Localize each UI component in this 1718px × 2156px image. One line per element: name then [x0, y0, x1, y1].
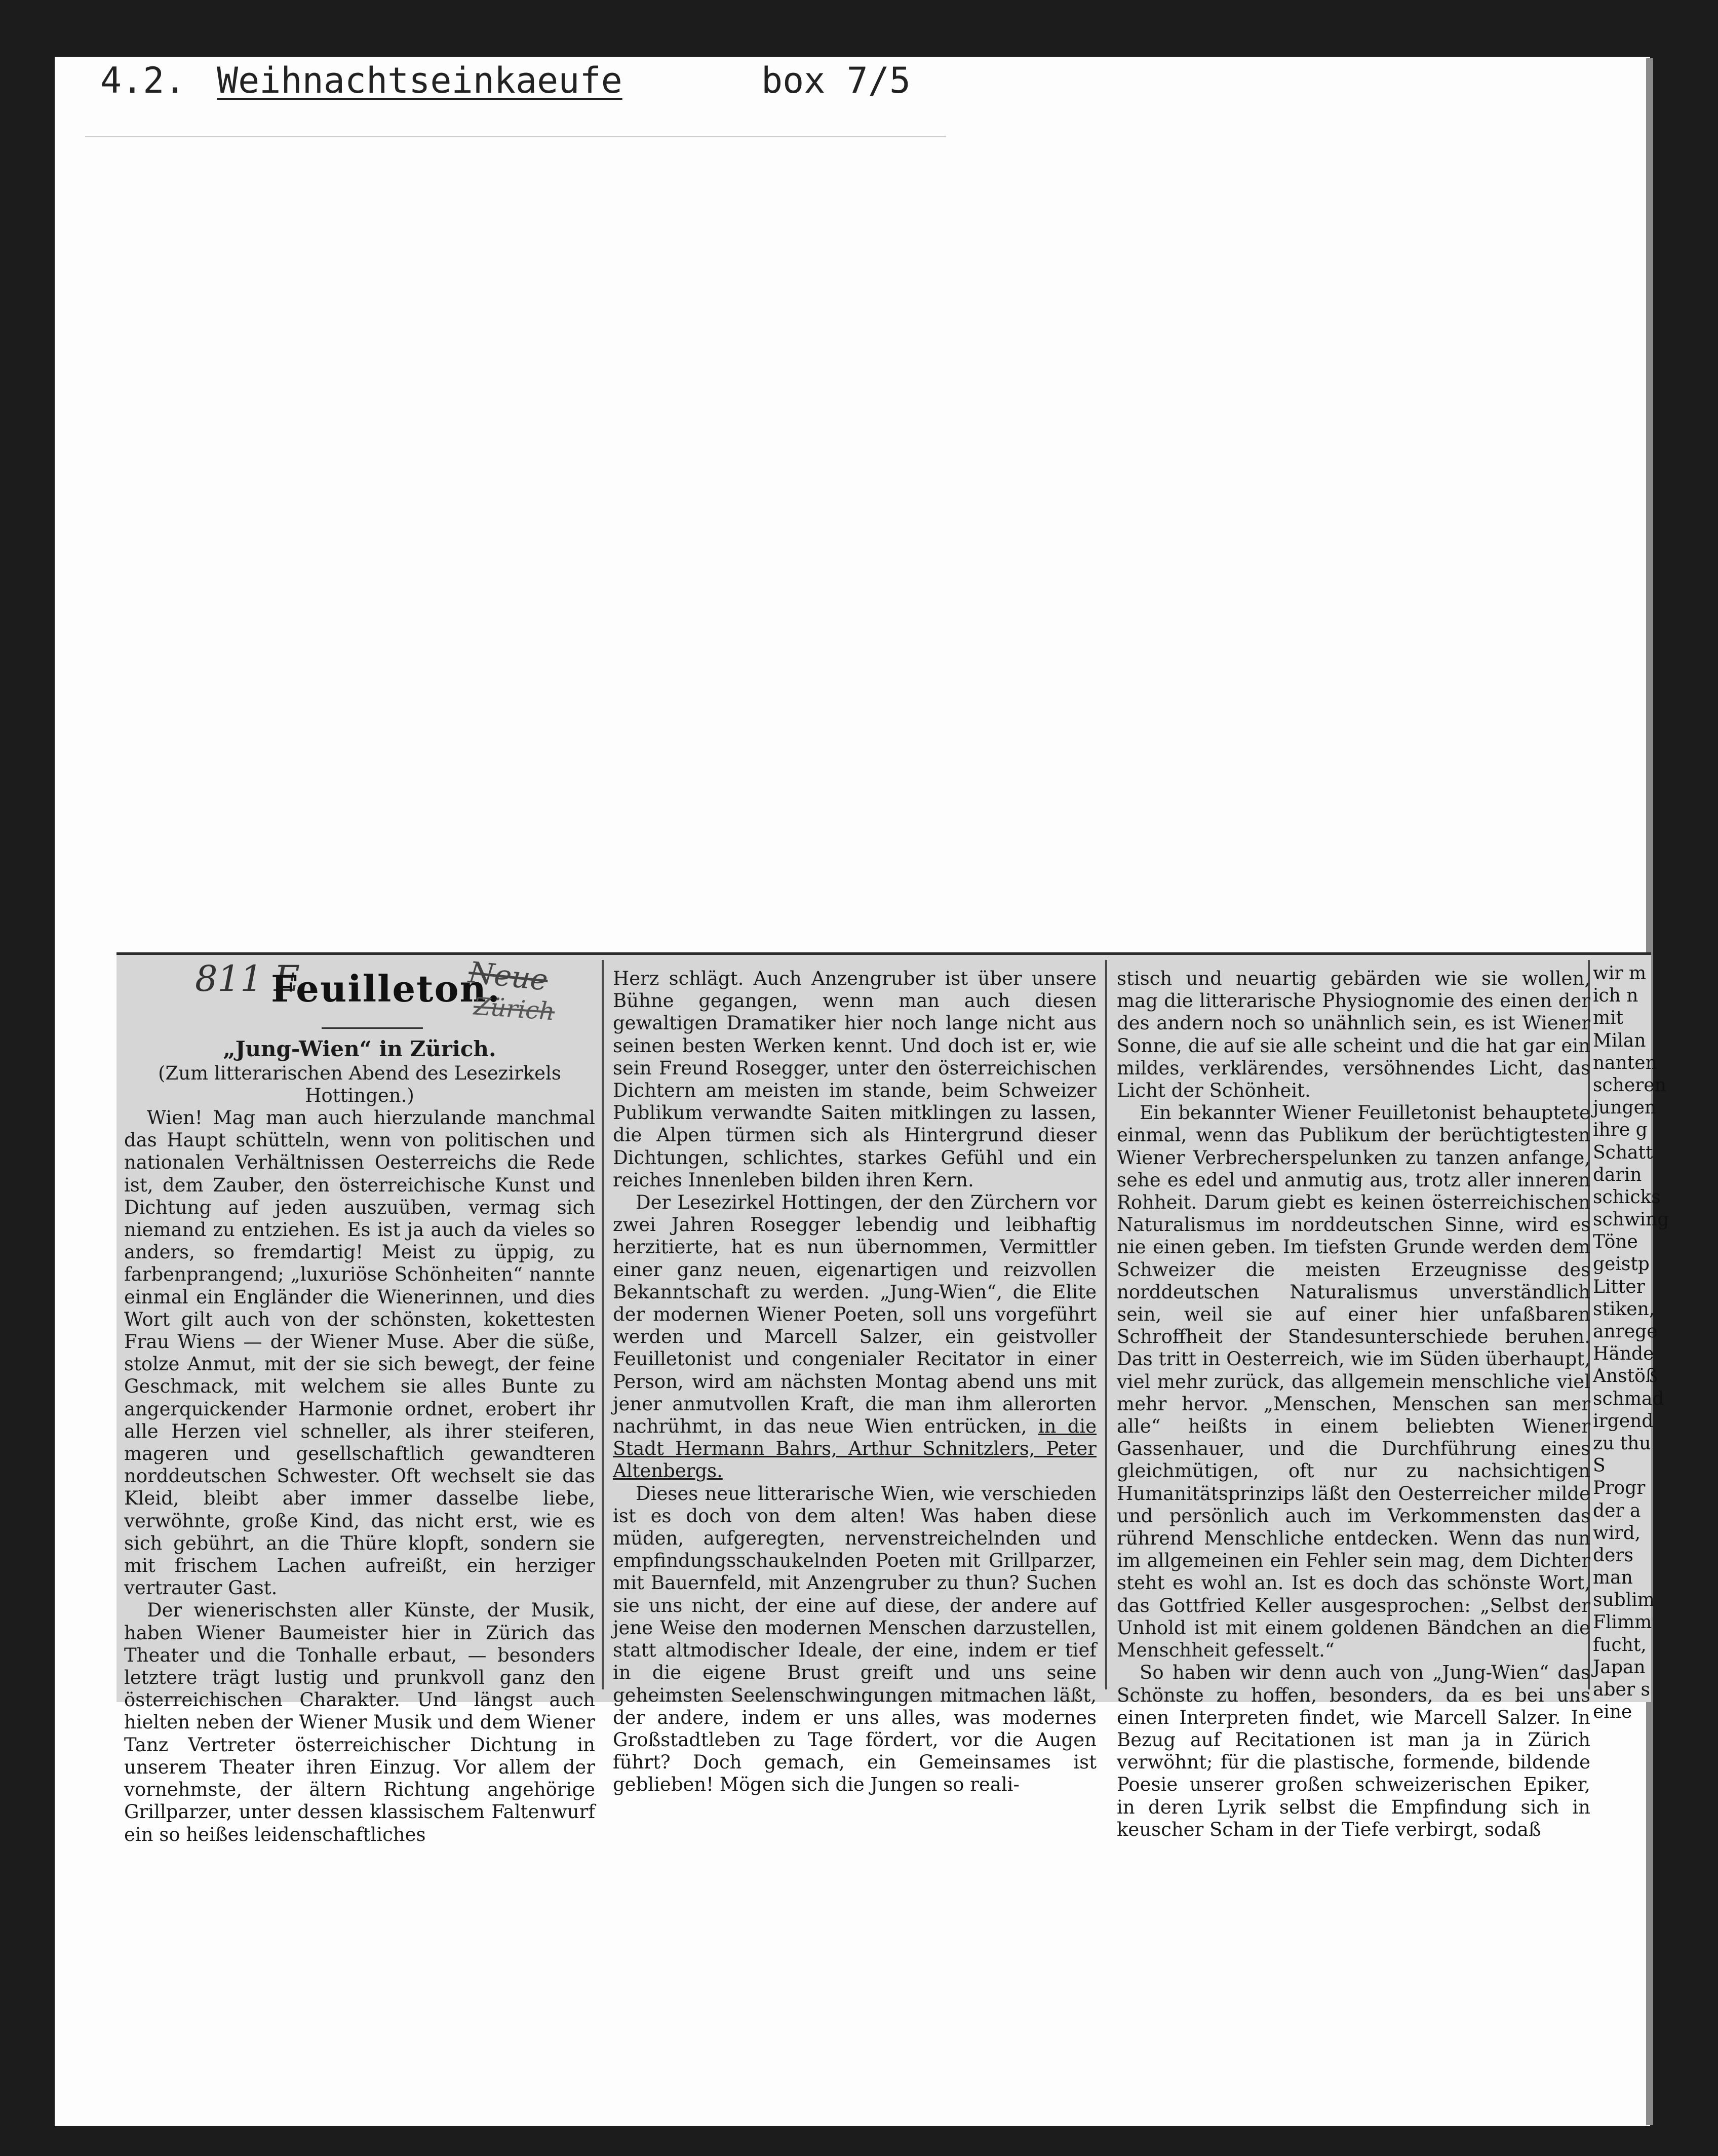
fragment-line: schmad: [1593, 1388, 1664, 1409]
column-3: [1117, 968, 1590, 1840]
paragraph: Dieses neue litterarische Wien, wie verschieden ist es doch von dem alten! Was haben diese müden, aufgeregten, nervenstreichelnden und empfindungsschaukelnden Poeten mit Grillparzer, mit Bauernfeld, mit Anzengruber zu thun? Suchen sie uns nicht, der eine auf diese, der andere auf jene Weise den modernen Menschen darzustellen, statt altmodischer Ideale, der eine, indem er tief in die eigene Brust greift und uns seine geheimsten Seelenschwingungen mitmachen läßt, der andere, indem er uns alles, was modernes Großstadtleben zu Tage fördert, vor die Augen führt? Doch gemach, ein Gemeinsames ist geblieben! Mögen sich die Jungen so reali-: [613, 1482, 1097, 1796]
paragraph: So haben wir denn auch von „Jung-Wien“ das Schönste zu hoffen, besonders, da es bei uns einen Interpreten findet, wie Marcell Salzer. In Bezug auf Recitationen ist man ja in Zürich verwöhnt; für die plastische, formende, bildende Poesie unserer großen schweizerischen Epiker, in deren Lyrik selbst die Empfindung sich in keuscher Scham in der Tiefe verbirgt, sodaß: [1117, 1662, 1590, 1840]
fragment-line: anrege: [1593, 1321, 1658, 1342]
section-number: 4.2.: [100, 60, 186, 101]
fragment-line: jungen: [1593, 1097, 1657, 1119]
feuilleton-heading-block: [124, 954, 595, 1036]
fragment-line: darin: [1593, 1164, 1642, 1185]
column-separator: [1105, 960, 1107, 1689]
fragment-line: Töne: [1593, 1231, 1638, 1253]
fragment-line: scheren: [1593, 1074, 1666, 1096]
fragment-line: schicks: [1593, 1186, 1661, 1208]
fragment-line: Schatt: [1593, 1142, 1653, 1163]
archive-header: [50, 35, 961, 117]
fragment-line: Progr: [1593, 1478, 1646, 1499]
fragment-line: ders: [1593, 1545, 1634, 1566]
box-label: box 7/5: [761, 60, 911, 101]
column-2: [613, 968, 1097, 1796]
paragraph: Wien! Mag man auch hierzulande manchmal das Haupt schütteln, wenn von politischen und nationalen Verhältnissen Oesterreichs die Rede ist, dem Zauber, den österreichische Kunst und Dichtung auf jeden auszuüben, vermag sich niemand zu entziehen. Es ist ja auch da vieles so anders, so fremdartig! Meist zu üppig, zu farbenprangend; „luxuriöse Schönheiten“ nannte einmal ein Engländer die Wienerinnen, und dies Wort gilt auch von der schönsten, kokettesten Frau Wiens — der Wiener Muse. Aber die süße, stolze Anmut, mit der sie sich bewegt, der feine Geschmack, mit welchem sie alles Bunte zu angerquickender Harmonie ordnet, erobert ihr alle Herzen viel schneller, als ihrer steiferen, mageren und gesellschaftlich gewandteren norddeutschen Schwester. Oft wechselt sie das Kleid, bleibt aber immer dasselbe liebe, verwöhnte, große Kind, das nicht erst, wie es sich gebührt, an die Thüre klopft, sondern sie mit frischem Lachen aufreißt, ein herziger vertrauter Gast.: [124, 1107, 595, 1599]
fragment-line: mit: [1593, 1008, 1624, 1029]
article-subtitle: (Zum litterarischen Abend des Lesezirkels Hottingen.): [158, 1062, 561, 1106]
fragment-line: aber s: [1593, 1679, 1650, 1700]
fragment-line: schwing: [1593, 1209, 1669, 1230]
fragment-line: eine: [1593, 1702, 1632, 1723]
fragment-line: wird,: [1593, 1522, 1641, 1544]
paragraph: [613, 1191, 1097, 1483]
fragment-line: geistp: [1593, 1254, 1650, 1275]
newspaper-clipping: [116, 952, 1669, 1845]
fragment-line: Anstöß: [1593, 1366, 1658, 1387]
fragment-line: S: [1593, 1455, 1606, 1477]
fragment-line: ich n: [1593, 985, 1638, 1007]
paragraph: Herz schlägt. Auch Anzengruber ist über unsere Bühne gegangen, wenn man auch diesen gewaltigen Dramatiker hier noch lange nicht aus seinen besten Werken kennt. Und doch ist er, wie sein Freund Rosegger, unter den österreichischen Dichtern am meisten im stande, beim Schweizer Publikum verwandte Saiten mitklingen zu lassen, die Alpen türmen sich als Hintergrund dieser Dichtungen, schlichtes, starkes Gefühl und ein reiches Innenleben bilden ihren Kern.: [613, 968, 1097, 1191]
fragment-line: man: [1593, 1567, 1633, 1589]
handwritten-note: Neue: [466, 954, 550, 998]
paragraph: Der wienerischsten aller Künste, der Musik, haben Wiener Baumeister hier in Zürich das Theater und die Tonhalle erbaut, — besonders letztere trägt lustig und prunkvoll ganz den österreichischen Charakter. Und längst auch hielten neben der Wiener Musik und dem Wiener Tanz Vertreter österreichischer Dichtung in unserem Theater ihren Einzug. Vor allem der vornehmste, der ältern Richtung angehörige Grillparzer, unter dessen klassischem Faltenwurf ein so heißes leidenschaftliches: [124, 1599, 595, 1845]
paragraph-text: Der Lesezirkel Hottingen, der den Zürchern vor zwei Jahren Rosegger lebendig und leibhaftig herzitierte, hat es nun übernommen, Vermittler einer ganz neuen, eigenartigen und reizvollen Bekanntschaft zu werden. „Jung-Wien“, die Elite der modernen Wiener Poeten, soll uns vorgeführt werden und Marcell Salzer, ein geistvoller Feuilletonist und congenialer Recitator in einer Person, wird am nächsten Montag abend uns mit jener anmutvollen Kraft, die man ihm allerorten nachrühmt, in das neue Wien entrücken,: [613, 1191, 1097, 1438]
fragment-line: Japan: [1593, 1657, 1646, 1678]
feuilleton-heading: Feuilleton.: [271, 967, 501, 1010]
column-1: [124, 954, 595, 1845]
fragment-line: wir m: [1593, 963, 1647, 984]
fragment-line: irgend: [1593, 1410, 1654, 1432]
clipping-top-rule: [116, 952, 1651, 955]
column-separator: [602, 960, 604, 1689]
fragment-line: Milan: [1593, 1030, 1646, 1051]
fragment-line: Hände: [1593, 1343, 1654, 1365]
fragment-line: zu thu: [1593, 1433, 1651, 1454]
header-rule: [85, 136, 946, 137]
fragment-line: fucht,: [1593, 1634, 1647, 1655]
fragment-line: nanten: [1593, 1052, 1657, 1073]
paragraph: stisch und neuartig gebärden wie sie wollen, mag die litterarische Physiognomie des einen der des andern noch so unähnlich sein, es ist Wiener Sonne, die auf sie alle scheint und die hat gar ein mildes, verklärendes, versöhnendes Licht, das Licht der Schönheit.: [1117, 968, 1590, 1102]
fragment-line: ihre g: [1593, 1120, 1648, 1141]
fragment-line: Flimm: [1593, 1612, 1652, 1633]
paragraph: Ein bekannter Wiener Feuilletonist behauptete einmal, wenn das Publikum der berüchtigtesten Wiener Verbrecherspelunken zu tanzen anfange, sehe es edel und anmutig aus, trotz aller inneren Rohheit. Darum giebt es keinen österreichischen Naturalismus im norddeutschen Sinne, wird es nie einen geben. Im tiefsten Grunde werden dem Schweizer die meisten Erzeugnisse des norddeutschen Naturalismus unverständlich sein, weil sie auf einer hier unfaßbaren Schroffheit der Standesunterschiede beruhen. Das tritt in Oesterreich, wie im Süden überhaupt, viel mehr zurück, das allgemein menschliche viel mehr hervor. „Menschen, Menschen san mer alle“ heißts in einem beliebten Wiener Gassenhauer, und die Durchführung eines gleichmütigen, oft nur zu nachsichtigen Humanitätsprinzips läßt den Oesterreicher milde und persönlich auch im Verkommensten das rührend Menschliche entdecken. Wenn das nun im allgemeinen ein Fehler sein mag, dem Dichter steht es wohl an. Ist es doch das schönste Wort, das Gottfried Keller ausgesprochen: „Selbst der Unhold ist mit einem goldenen Bändchen an die Menschheit gefesselt.“: [1117, 1102, 1590, 1662]
handwritten-note: Zürich: [473, 992, 556, 1026]
column-4-fragment: [1593, 962, 1669, 1723]
handwritten-note: 811 E: [195, 958, 300, 999]
article-title: „Jung-Wien“ in Zürich.: [223, 1036, 496, 1061]
heading-rule: [322, 1027, 423, 1029]
fragment-line: Litter: [1593, 1276, 1645, 1297]
section-title: Weihnachtseinkaeufe: [217, 60, 622, 101]
fragment-line: sublim: [1593, 1590, 1655, 1611]
fragment-line: der a: [1593, 1500, 1641, 1521]
underlined-authors: in die Stadt Hermann Bahrs, Arthur Schnitzlers, Peter Altenbergs.: [613, 1415, 1097, 1482]
fragment-line: stiken,: [1593, 1298, 1655, 1320]
